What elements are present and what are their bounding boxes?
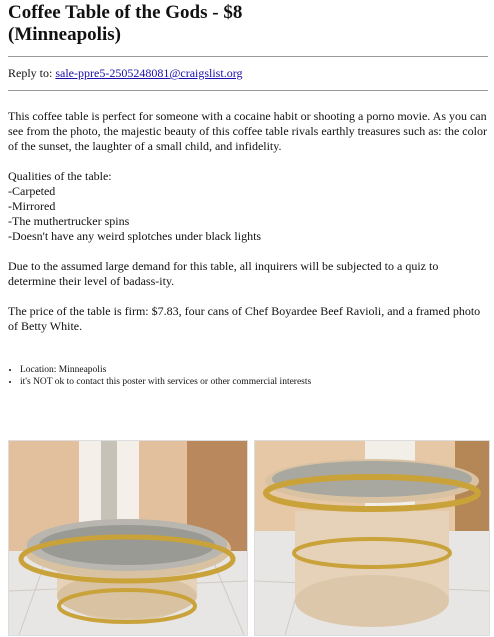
quality-item: -Carpeted — [8, 184, 56, 198]
photo-table-2[interactable] — [254, 440, 490, 636]
quality-item: -The muthertrucker spins — [8, 214, 130, 228]
paragraph-demand: Due to the assumed large demand for this table, all inquirers will be subjected to a quiz to determine their level of badass-ity. — [8, 259, 439, 288]
divider-top — [8, 56, 488, 57]
coffee-table-photo-1 — [9, 441, 247, 635]
qualities-list — [8, 169, 488, 244]
title-line-2: (Minneapolis) — [8, 24, 121, 45]
paragraph-intro: This coffee table is perfect for someone with a cocaine habit or shooting a porno movie. As you can see from the photo, the majestic beauty of this coffee table rivals earthly treasures such as: the color of the sunset, the laughter of a small child, and infidelity. — [8, 109, 487, 153]
coffee-table-photo-2 — [255, 441, 489, 635]
posting-meta-list — [8, 364, 488, 388]
quality-item: -Mirrored — [8, 199, 56, 213]
quality-item: -Doesn't have any weird splotches under black lights — [8, 229, 262, 243]
reply-email-link[interactable]: sale-ppre5-2505248081@craigslist.org — [55, 66, 243, 80]
meta-contact-notice: • it's NOT ok to contact this poster with services or other commercial interests — [20, 376, 488, 388]
posting-title — [8, 0, 488, 46]
photo-table-1[interactable] — [8, 440, 248, 636]
paragraph-price: The price of the table is firm: $7.83, four cans of Chef Boyardee Beef Ravioli, and a framed photo of Betty White. — [8, 304, 481, 333]
reply-label: Reply to: — [8, 66, 53, 80]
title-line-1: Coffee Table of the Gods - $8 — [8, 2, 243, 23]
posting-photos — [8, 440, 488, 634]
reply-line — [8, 66, 488, 81]
posting-body — [8, 109, 488, 334]
divider-bottom — [8, 90, 488, 91]
qualities-heading: Qualities of the table: — [8, 169, 112, 183]
meta-location: • Location: Minneapolis — [20, 364, 488, 376]
